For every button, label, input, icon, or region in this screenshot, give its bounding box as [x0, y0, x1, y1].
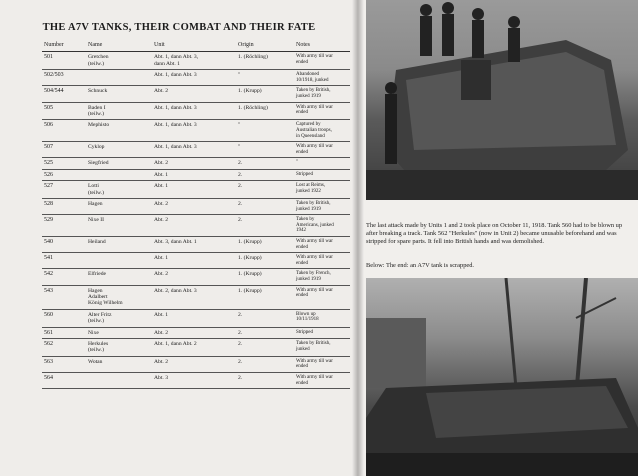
cell-notes: With army till war ended [294, 372, 350, 388]
cell-origin: 2. [236, 327, 294, 338]
cell-number: 529 [42, 215, 86, 237]
cell-name: Nixe [86, 327, 152, 338]
table-row [42, 86, 350, 102]
cell-number: 540 [42, 236, 86, 252]
column-header: Unit [152, 40, 236, 52]
column-header: Number [42, 40, 86, 52]
cell-origin: 1. (Krupp) [236, 253, 294, 269]
cell-origin: 1. (Krupp) [236, 86, 294, 102]
cell-number: 542 [42, 269, 86, 285]
cell-number: 543 [42, 285, 86, 309]
cell-number: 525 [42, 158, 86, 169]
cell-origin: 1. (Krupp) [236, 236, 294, 252]
cell-notes: With army till war ended [294, 102, 350, 120]
cell-origin: 2. [236, 158, 294, 169]
table-row [42, 181, 350, 199]
cell-notes: Taken by British, junked 1919 [294, 86, 350, 102]
column-header: Name [86, 40, 152, 52]
table-body [42, 52, 350, 389]
table-row [42, 158, 350, 169]
cell-name: Elfriede [86, 269, 152, 285]
photo-tank-with-crew [366, 0, 638, 200]
cell-unit: Abt. 3, dann Abt. 1 [152, 236, 236, 252]
cell-number: 561 [42, 327, 86, 338]
cell-name: Cyklop [86, 142, 152, 158]
cell-notes: Lost at Reims, junked 1922 [294, 181, 350, 199]
cell-number: 504/544 [42, 86, 86, 102]
cell-unit: Abt. 1, dann Abt. 3 [152, 120, 236, 142]
table-row [42, 52, 350, 70]
cell-name: Hagen [86, 199, 152, 215]
cell-number: 560 [42, 309, 86, 327]
table-row [42, 142, 350, 158]
cell-notes: " [294, 158, 350, 169]
cell-notes: Taken by British, junked [294, 338, 350, 356]
cell-notes: Stripped [294, 327, 350, 338]
cell-number: 501 [42, 52, 86, 70]
table-row [42, 120, 350, 142]
cell-unit: Abt. 1, dann Abt. 3, dann Abt. 1 [152, 52, 236, 70]
cell-number: 541 [42, 253, 86, 269]
cell-number: 506 [42, 120, 86, 142]
cell-unit: Abt. 2 [152, 199, 236, 215]
cell-number: 526 [42, 169, 86, 180]
column-header: Notes [294, 40, 350, 52]
table-row [42, 356, 350, 372]
cell-name: Herkules (teilw.) [86, 338, 152, 356]
cell-notes: With army till war ended [294, 253, 350, 269]
table-row [42, 215, 350, 237]
cell-unit: Abt. 2, dann Abt. 3 [152, 285, 236, 309]
cell-unit: Abt. 2 [152, 158, 236, 169]
cell-origin: " [236, 120, 294, 142]
table-row [42, 253, 350, 269]
cell-unit: Abt. 2 [152, 327, 236, 338]
cell-notes: With army till war ended [294, 285, 350, 309]
cell-name: Heiland [86, 236, 152, 252]
cell-number: 507 [42, 142, 86, 158]
table-header-row [42, 40, 350, 52]
page-title: THE A7V TANKS, THEIR COMBAT AND THEIR FATE [42, 22, 316, 33]
cell-origin: " [236, 70, 294, 86]
table-row [42, 236, 350, 252]
table-row [42, 70, 350, 86]
tank-fate-table [42, 40, 350, 389]
cell-origin: 2. [236, 215, 294, 237]
cell-origin: 1. (Röchling) [236, 52, 294, 70]
table-row [42, 199, 350, 215]
cell-notes: Taken by British, junked 1919 [294, 199, 350, 215]
table-row [42, 338, 350, 356]
cell-origin: 2. [236, 372, 294, 388]
caption-below: Below: The end: an A7V tank is scrapped. [366, 262, 475, 269]
cell-notes: Taken by French, junked 1919 [294, 269, 350, 285]
cell-unit: Abt. 2 [152, 269, 236, 285]
cell-name: Gretchen (teilw.) [86, 52, 152, 70]
cell-unit: Abt. 1 [152, 253, 236, 269]
cell-notes: Taken by Americans, junked 1942 [294, 215, 350, 237]
photo-tank-scrapped [366, 278, 638, 476]
cell-number: 527 [42, 181, 86, 199]
cell-unit: Abt. 1, dann Abt. 2 [152, 338, 236, 356]
cell-notes: With army till war ended [294, 142, 350, 158]
cell-name: Lotti (teilw.) [86, 181, 152, 199]
cell-notes: Abandoned 10/1918, junked [294, 70, 350, 86]
table-row [42, 309, 350, 327]
cell-unit: Abt. 1, dann Abt. 3 [152, 70, 236, 86]
cell-number: 563 [42, 356, 86, 372]
cell-origin: 2. [236, 199, 294, 215]
cell-origin: 2. [236, 356, 294, 372]
cell-notes: Captured by Australian troops, in Queensland [294, 120, 350, 142]
table-row [42, 327, 350, 338]
cell-name [86, 169, 152, 180]
cell-name: Baden I (teilw.) [86, 102, 152, 120]
column-header: Origin [236, 40, 294, 52]
cell-unit: Abt. 1 [152, 181, 236, 199]
cell-origin: 1. (Krupp) [236, 285, 294, 309]
cell-number: 528 [42, 199, 86, 215]
cell-origin: " [236, 142, 294, 158]
right-page [358, 0, 638, 476]
cell-origin: 1. (Röchling) [236, 102, 294, 120]
cell-number: 564 [42, 372, 86, 388]
cell-number: 502/503 [42, 70, 86, 86]
table-row [42, 169, 350, 180]
cell-number: 505 [42, 102, 86, 120]
caption-main: The last attack made by Units 1 and 2 took place on October 11, 1918. Tank 560 had to be blown up after breaking a track. Tank 562 "Herkules" (now in Unit 2) became unusable beforehand and was stripped for spare parts. It fell into British hands and was demolished. [366, 222, 623, 245]
cell-unit: Abt. 1, dann Abt. 3 [152, 142, 236, 158]
scrapped-tank-photo-icon [366, 278, 638, 476]
cell-unit: Abt. 1 [152, 309, 236, 327]
table-row [42, 269, 350, 285]
cell-origin: 2. [236, 181, 294, 199]
cell-origin: 2. [236, 338, 294, 356]
cell-notes: With army till war ended [294, 52, 350, 70]
cell-name [86, 372, 152, 388]
cell-origin: 1. (Krupp) [236, 269, 294, 285]
cell-name: Alter Fritz (teilw.) [86, 309, 152, 327]
cell-number: 562 [42, 338, 86, 356]
tank-crew-photo-icon [366, 0, 638, 200]
cell-notes: Stripped [294, 169, 350, 180]
cell-notes: With army till war ended [294, 356, 350, 372]
cell-name: Mephisto [86, 120, 152, 142]
cell-origin: 2. [236, 309, 294, 327]
cell-origin: 2. [236, 169, 294, 180]
cell-notes: With army till war ended [294, 236, 350, 252]
cell-unit: Abt. 2 [152, 356, 236, 372]
cell-unit: Abt. 1 [152, 169, 236, 180]
cell-name: Wotan [86, 356, 152, 372]
cell-name [86, 70, 152, 86]
cell-unit: Abt. 3 [152, 372, 236, 388]
cell-name: Schnuck [86, 86, 152, 102]
table-row [42, 102, 350, 120]
table-row [42, 285, 350, 309]
cell-unit: Abt. 2 [152, 215, 236, 237]
cell-name: Hagen Adalbert König Wilhelm [86, 285, 152, 309]
cell-name [86, 253, 152, 269]
cell-name: Nixe II [86, 215, 152, 237]
table-row [42, 372, 350, 388]
cell-name: Siegfried [86, 158, 152, 169]
cell-unit: Abt. 1, dann Abt. 3 [152, 102, 236, 120]
cell-notes: Blown up 10/11/1918 [294, 309, 350, 327]
cell-unit: Abt. 2 [152, 86, 236, 102]
